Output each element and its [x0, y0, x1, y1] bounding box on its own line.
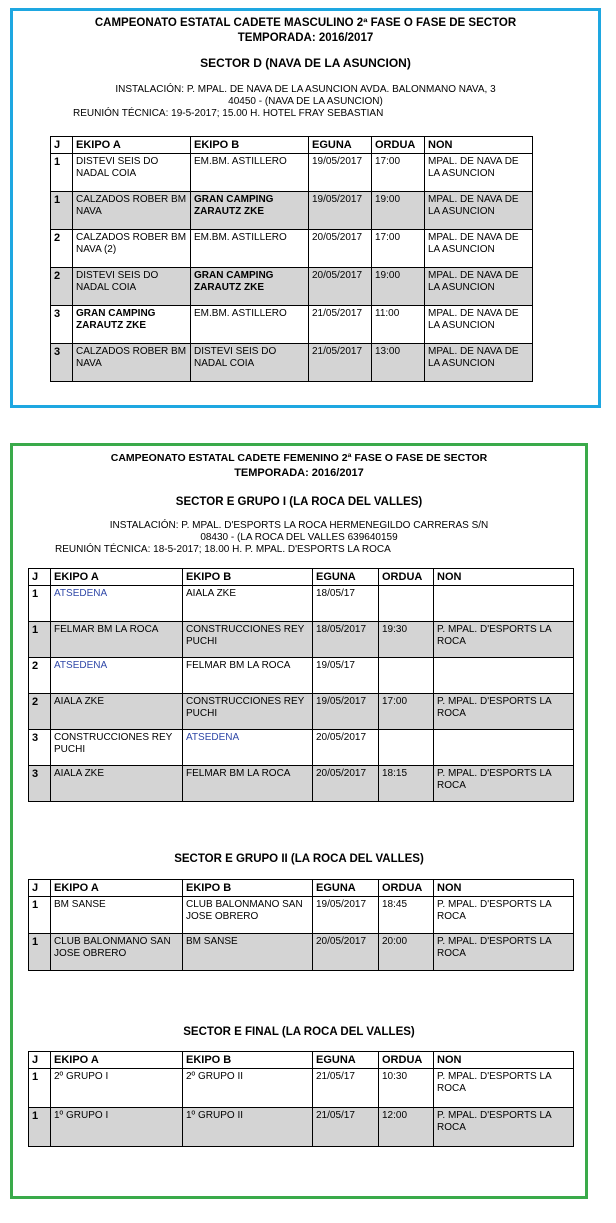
cell-eguna: 19/05/17: [313, 658, 379, 694]
cell-ordua: 17:00: [379, 694, 434, 730]
cell-ekipo-a: DISTEVI SEIS DO NADAL COIA: [73, 154, 191, 192]
col-eguna: EGUNA: [313, 569, 379, 586]
cell-non: P. MPAL. D'ESPORTS LA ROCA: [434, 766, 574, 802]
cell-ekipo-b: CONSTRUCCIONES REY PUCHI: [183, 694, 313, 730]
cell-ordua: 18:15: [379, 766, 434, 802]
cell-ordua: [379, 658, 434, 694]
cell-non: MPAL. DE NAVA DE LA ASUNCION: [425, 344, 533, 382]
cell-jornada: 3: [29, 766, 51, 802]
col-non: NON: [434, 880, 574, 897]
col-ekipo-a: EKIPO A: [51, 880, 183, 897]
female-reunion: REUNIÓN TÉCNICA: 18-5-2017; 18.00 H. P. MPAL. D'ESPORTS LA ROCA: [55, 544, 391, 555]
cell-eguna: 21/05/2017: [309, 306, 372, 344]
cell-eguna: 20/05/2017: [309, 230, 372, 268]
male-reunion: REUNIÓN TÉCNICA: 19-5-2017; 15.00 H. HOTEL FRAY SEBASTIAN: [73, 108, 384, 119]
cell-ekipo-b: ATSEDENA: [183, 730, 313, 766]
cell-ekipo-a: AIALA ZKE: [51, 766, 183, 802]
female-final-table: [28, 1051, 574, 1147]
cell-jornada: 1: [29, 622, 51, 658]
male-season: TEMPORADA: 2016/2017: [237, 32, 374, 44]
table-row: [29, 658, 574, 694]
cell-ekipo-a: CALZADOS ROBER BM NAVA (2): [73, 230, 191, 268]
col-ekipo-a: EKIPO A: [51, 1052, 183, 1069]
cell-jornada: 2: [51, 268, 73, 306]
female-season: TEMPORADA: 2016/2017: [234, 467, 364, 479]
cell-ordua: [379, 730, 434, 766]
table-row: [29, 766, 574, 802]
male-title: CAMPEONATO ESTATAL CADETE MASCULINO 2ª FASE O FASE DE SECTOR: [94, 17, 517, 29]
male-schedule-table: [50, 136, 533, 382]
cell-ordua: 17:00: [372, 230, 425, 268]
cell-jornada: 1: [29, 1108, 51, 1147]
cell-non: [434, 730, 574, 766]
cell-ekipo-a: CALZADOS ROBER BM NAVA: [73, 344, 191, 382]
female-championship-panel: [10, 443, 588, 1199]
male-sector-title: SECTOR D (NAVA DE LA ASUNCION): [200, 56, 411, 70]
cell-ekipo-a: BM SANSE: [51, 897, 183, 934]
table-row: [29, 1069, 574, 1108]
cell-ekipo-a: ATSEDENA: [51, 586, 183, 622]
cell-ordua: [379, 586, 434, 622]
col-ekipo-b: EKIPO B: [183, 569, 313, 586]
male-installation-line2: 40450 - (NAVA DE LA ASUNCION): [228, 96, 383, 107]
col-ekipo-a: EKIPO A: [73, 137, 191, 154]
cell-ekipo-b: 1º GRUPO II: [183, 1108, 313, 1147]
cell-ekipo-a: CALZADOS ROBER BM NAVA: [73, 192, 191, 230]
table-row: [29, 622, 574, 658]
cell-ordua: 18:45: [379, 897, 434, 934]
cell-jornada: 2: [51, 230, 73, 268]
col-j: J: [51, 137, 73, 154]
cell-jornada: 3: [29, 730, 51, 766]
cell-non: MPAL. DE NAVA DE LA ASUNCION: [425, 268, 533, 306]
table-row: [51, 230, 533, 268]
cell-non: P. MPAL. D'ESPORTS LA ROCA: [434, 622, 574, 658]
table-row: [51, 344, 533, 382]
table-row: [51, 306, 533, 344]
cell-non: P. MPAL. D'ESPORTS LA ROCA: [434, 694, 574, 730]
cell-ekipo-a: FELMAR BM LA ROCA: [51, 622, 183, 658]
cell-non: P. MPAL. D'ESPORTS LA ROCA: [434, 1069, 574, 1108]
col-ordua: ORDUA: [372, 137, 425, 154]
table-row: [51, 154, 533, 192]
col-ekipo-a: EKIPO A: [51, 569, 183, 586]
col-ekipo-b: EKIPO B: [183, 1052, 313, 1069]
cell-ekipo-a: CLUB BALONMANO SAN JOSE OBRERO: [51, 934, 183, 971]
col-ekipo-b: EKIPO B: [183, 880, 313, 897]
col-non: NON: [434, 569, 574, 586]
cell-ekipo-b: FELMAR BM LA ROCA: [183, 766, 313, 802]
col-non: NON: [425, 137, 533, 154]
cell-jornada: 2: [29, 694, 51, 730]
col-j: J: [29, 880, 51, 897]
cell-non: MPAL. DE NAVA DE LA ASUNCION: [425, 192, 533, 230]
cell-non: [434, 586, 574, 622]
col-non: NON: [434, 1052, 574, 1069]
table-row: [29, 934, 574, 971]
cell-ekipo-a: CONSTRUCCIONES REY PUCHI: [51, 730, 183, 766]
cell-ekipo-b: EM.BM. ASTILLERO: [191, 154, 309, 192]
cell-ordua: 17:00: [372, 154, 425, 192]
cell-ekipo-b: EM.BM. ASTILLERO: [191, 306, 309, 344]
cell-jornada: 1: [51, 154, 73, 192]
cell-ekipo-b: CONSTRUCCIONES REY PUCHI: [183, 622, 313, 658]
cell-ordua: 19:30: [379, 622, 434, 658]
cell-eguna: 21/05/17: [313, 1108, 379, 1147]
cell-jornada: 1: [29, 1069, 51, 1108]
cell-ekipo-a: AIALA ZKE: [51, 694, 183, 730]
cell-ekipo-b: DISTEVI SEIS DO NADAL COIA: [191, 344, 309, 382]
col-ordua: ORDUA: [379, 880, 434, 897]
cell-jornada: 3: [51, 344, 73, 382]
cell-eguna: 20/05/2017: [313, 766, 379, 802]
cell-non: [434, 658, 574, 694]
cell-ekipo-a: ATSEDENA: [51, 658, 183, 694]
col-eguna: EGUNA: [309, 137, 372, 154]
cell-ekipo-b: GRAN CAMPING ZARAUTZ ZKE: [191, 268, 309, 306]
cell-ekipo-a: DISTEVI SEIS DO NADAL COIA: [73, 268, 191, 306]
cell-ekipo-a: GRAN CAMPING ZARAUTZ ZKE: [73, 306, 191, 344]
cell-ekipo-a: 1º GRUPO I: [51, 1108, 183, 1147]
cell-non: MPAL. DE NAVA DE LA ASUNCION: [425, 306, 533, 344]
cell-non: P. MPAL. D'ESPORTS LA ROCA: [434, 934, 574, 971]
male-installation-line1: INSTALACIÓN: P. MPAL. DE NAVA DE LA ASUNCION AVDA. BALONMANO NAVA, 3: [115, 84, 496, 95]
cell-non: MPAL. DE NAVA DE LA ASUNCION: [425, 230, 533, 268]
table-header-row: [29, 1052, 574, 1069]
col-ekipo-b: EKIPO B: [191, 137, 309, 154]
female-sector1-title: SECTOR E GRUPO I (LA ROCA DEL VALLES): [175, 496, 423, 508]
table-row: [29, 730, 574, 766]
cell-eguna: 18/05/2017: [313, 622, 379, 658]
cell-jornada: 3: [51, 306, 73, 344]
cell-eguna: 18/05/17: [313, 586, 379, 622]
cell-jornada: 1: [29, 897, 51, 934]
cell-non: P. MPAL. D'ESPORTS LA ROCA: [434, 1108, 574, 1147]
col-j: J: [29, 569, 51, 586]
female-sector2-title: SECTOR E GRUPO II (LA ROCA DEL VALLES): [174, 853, 424, 865]
cell-eguna: 20/05/2017: [313, 730, 379, 766]
cell-eguna: 21/05/2017: [309, 344, 372, 382]
table-row: [29, 586, 574, 622]
table-row: [29, 1108, 574, 1147]
cell-ekipo-b: AIALA ZKE: [183, 586, 313, 622]
col-eguna: EGUNA: [313, 1052, 379, 1069]
col-eguna: EGUNA: [313, 880, 379, 897]
cell-ekipo-b: 2º GRUPO II: [183, 1069, 313, 1108]
cell-ekipo-b: GRAN CAMPING ZARAUTZ ZKE: [191, 192, 309, 230]
cell-jornada: 2: [29, 658, 51, 694]
male-championship-panel: [10, 8, 601, 408]
cell-ekipo-b: BM SANSE: [183, 934, 313, 971]
cell-ekipo-b: CLUB BALONMANO SAN JOSE OBRERO: [183, 897, 313, 934]
female-installation-line1: INSTALACIÓN: P. MPAL. D'ESPORTS LA ROCA HERMENEGILDO CARRERAS S/N: [109, 520, 489, 531]
cell-ordua: 20:00: [379, 934, 434, 971]
table-row: [51, 192, 533, 230]
female-group2-table: [28, 879, 574, 971]
table-row: [29, 694, 574, 730]
table-header-row: [29, 569, 574, 586]
cell-eguna: 20/05/2017: [309, 268, 372, 306]
female-title: CAMPEONATO ESTATAL CADETE FEMENINO 2ª FASE O FASE DE SECTOR: [110, 452, 488, 464]
cell-ekipo-a: 2º GRUPO I: [51, 1069, 183, 1108]
cell-eguna: 19/05/2017: [313, 694, 379, 730]
table-header-row: [29, 880, 574, 897]
female-sector3-title: SECTOR E FINAL (LA ROCA DEL VALLES): [183, 1026, 415, 1038]
cell-eguna: 19/05/2017: [313, 897, 379, 934]
cell-eguna: 19/05/2017: [309, 192, 372, 230]
cell-jornada: 1: [29, 934, 51, 971]
female-installation-line2: 08430 - (LA ROCA DEL VALLES 639640159: [200, 532, 398, 543]
table-row: [29, 897, 574, 934]
table-header-row: [51, 137, 533, 154]
cell-ordua: 19:00: [372, 268, 425, 306]
cell-ordua: 19:00: [372, 192, 425, 230]
cell-ordua: 13:00: [372, 344, 425, 382]
cell-ordua: 11:00: [372, 306, 425, 344]
cell-non: P. MPAL. D'ESPORTS LA ROCA: [434, 897, 574, 934]
cell-ordua: 12:00: [379, 1108, 434, 1147]
cell-ordua: 10:30: [379, 1069, 434, 1108]
cell-jornada: 1: [29, 586, 51, 622]
cell-ekipo-b: EM.BM. ASTILLERO: [191, 230, 309, 268]
cell-eguna: 21/05/17: [313, 1069, 379, 1108]
col-ordua: ORDUA: [379, 569, 434, 586]
col-ordua: ORDUA: [379, 1052, 434, 1069]
cell-eguna: 19/05/2017: [309, 154, 372, 192]
col-j: J: [29, 1052, 51, 1069]
table-row: [51, 268, 533, 306]
female-group1-table: [28, 568, 574, 802]
cell-ekipo-b: FELMAR BM LA ROCA: [183, 658, 313, 694]
cell-non: MPAL. DE NAVA DE LA ASUNCION: [425, 154, 533, 192]
cell-eguna: 20/05/2017: [313, 934, 379, 971]
cell-jornada: 1: [51, 192, 73, 230]
